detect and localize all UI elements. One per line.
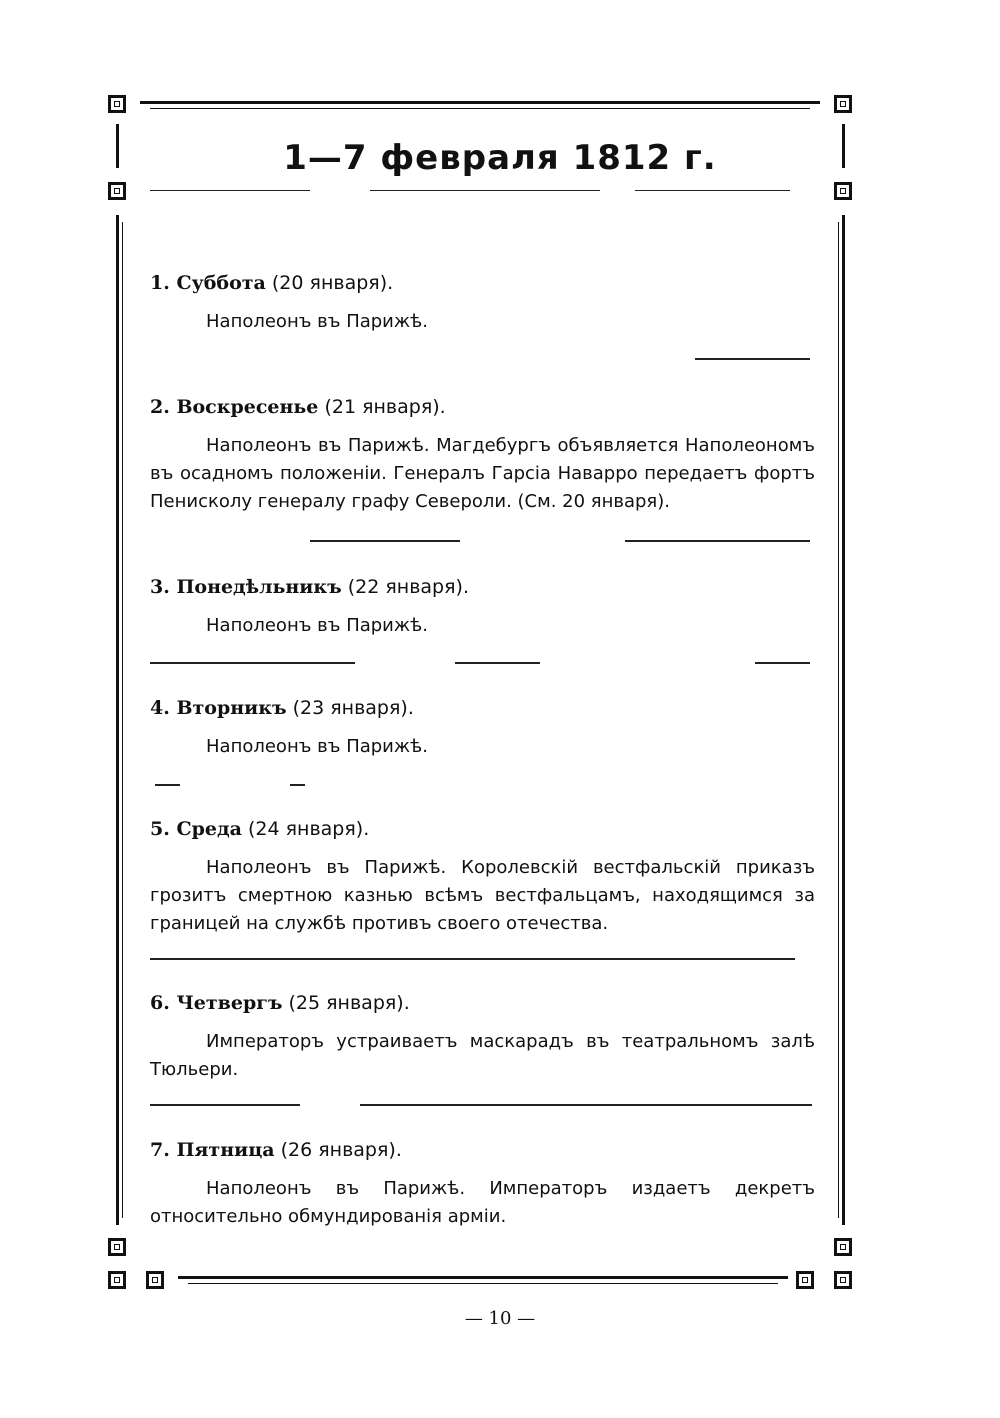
day-heading <box>150 396 815 418</box>
day-heading <box>150 1139 815 1161</box>
frame-corner-square <box>834 1271 852 1289</box>
day-entry <box>150 1139 815 1231</box>
separator-rule <box>625 540 810 542</box>
day-date: (23 января). <box>292 697 414 719</box>
day-heading <box>150 992 815 1014</box>
day-entry <box>150 818 815 938</box>
day-entry <box>150 576 815 640</box>
day-entry <box>150 697 815 761</box>
day-entry <box>150 272 815 336</box>
day-name: 2. Воскресенье <box>150 396 319 418</box>
day-text: Наполеонъ въ Парижѣ. <box>206 311 428 332</box>
separator-rule <box>150 1104 300 1106</box>
day-date: (21 января). <box>324 396 446 418</box>
separator-rule <box>150 662 355 664</box>
frame-top-line-inner <box>150 108 810 109</box>
day-heading <box>150 576 815 598</box>
day-text: Наполеонъ въ Парижѣ. <box>206 736 428 757</box>
day-name: 7. Пятница <box>150 1139 275 1161</box>
day-entry <box>150 396 815 516</box>
day-date: (22 января). <box>347 576 469 598</box>
frame-top-line <box>140 101 820 104</box>
day-name: 1. Суббота <box>150 272 266 294</box>
frame-bottom-line-inner <box>188 1283 778 1284</box>
day-name: 6. Четвергъ <box>150 992 283 1014</box>
day-date: (24 января). <box>247 818 370 840</box>
page-number: — 10 — <box>464 1308 536 1329</box>
separator-rule <box>360 1104 812 1106</box>
frame-right-line-inner <box>838 222 839 1218</box>
frame-corner-square <box>108 95 126 113</box>
frame-right-line <box>842 215 845 1225</box>
frame-corner-square <box>834 1238 852 1256</box>
day-name: 4. Вторникъ <box>150 697 287 719</box>
frame-corner-square <box>108 1271 126 1289</box>
separator-rule <box>755 662 810 664</box>
frame-corner-square <box>108 1238 126 1256</box>
frame-bottom-line <box>178 1276 788 1279</box>
frame-corner-square <box>146 1271 164 1289</box>
frame-left-line <box>116 215 119 1225</box>
frame-left-line-inner <box>122 222 123 1218</box>
separator-rule <box>155 784 180 786</box>
day-text: Наполеонъ въ Парижѣ. Магдебургъ объявляется Наполеономъ въ осадномъ положеніи. Генералъ Гарсіа Наварро передаетъ фортъ Пенисколу генералу графу Североли. (См. 20 января). <box>150 435 815 512</box>
page-title: 1—7 февраля 1812 г. <box>283 138 717 178</box>
day-date: (25 января). <box>288 992 410 1014</box>
separator-rule <box>635 190 790 191</box>
separator-rule <box>455 662 540 664</box>
day-heading <box>150 818 815 840</box>
separator-rule <box>695 358 810 360</box>
frame-left-upper <box>116 124 119 168</box>
separator-rule <box>310 540 460 542</box>
day-text: Наполеонъ въ Парижѣ. Королевскій вестфальскій приказъ грозитъ смертною казнью всѣмъ вестфальцамъ, находящимся за границей на службѣ противъ своего отечества. <box>150 857 815 934</box>
day-text: Императоръ устраиваетъ маскарадъ въ театральномъ залѣ Тюльери. <box>150 1031 815 1080</box>
day-entry <box>150 992 815 1084</box>
separator-rule <box>370 190 600 191</box>
separator-rule <box>150 958 795 960</box>
day-name: 3. Понедѣльникъ <box>150 576 342 598</box>
frame-corner-square <box>108 182 126 200</box>
day-heading <box>150 697 815 719</box>
day-name: 5. Среда <box>150 818 242 840</box>
day-text: Наполеонъ въ Парижѣ. Императоръ издаетъ декретъ относительно обмундированія арміи. <box>150 1178 815 1227</box>
day-date: (26 января). <box>280 1139 402 1161</box>
frame-corner-square <box>834 182 852 200</box>
frame-corner-square <box>834 95 852 113</box>
frame-corner-square <box>796 1271 814 1289</box>
day-text: Наполеонъ въ Парижѣ. <box>206 615 428 636</box>
day-heading <box>150 272 815 294</box>
separator-rule <box>290 784 305 786</box>
day-date: (20 января). <box>271 272 394 294</box>
separator-rule <box>150 190 310 191</box>
